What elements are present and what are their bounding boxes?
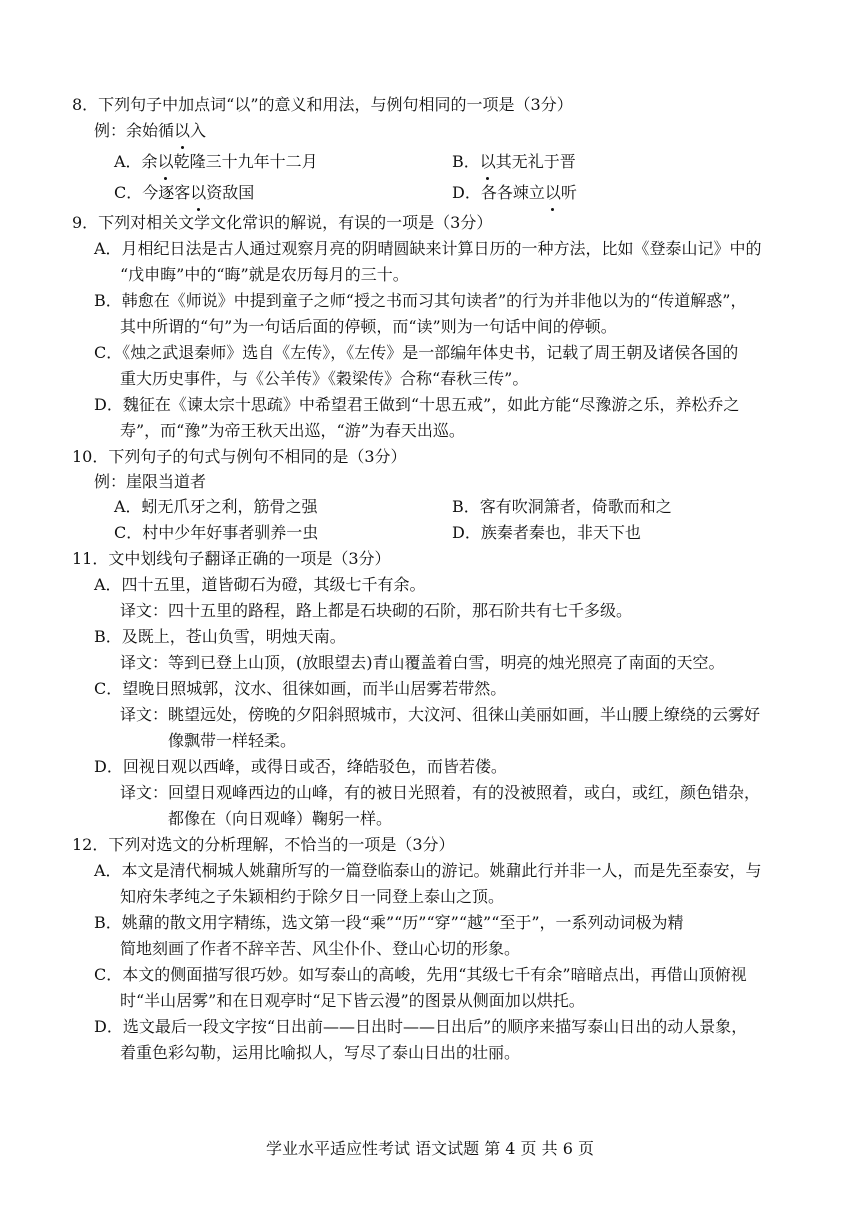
emphasis-dot-char: 以 bbox=[190, 180, 206, 206]
q12-stem: 12．下列对选文的分析理解，不恰当的一项是（3分） bbox=[72, 835, 455, 854]
q8-stem: 8．下列句子中加点词“以”的意义和用法，与例句相同的一项是（3分） bbox=[72, 95, 573, 114]
q10-option-d: D．族秦者秦也，非天下也 bbox=[452, 523, 641, 542]
q11-option-b-translation: 译文：等到已登上山顶，(放眼望去)青山覆盖着白雪，明亮的烛光照亮了南面的天空。 bbox=[120, 653, 725, 672]
q11-option-a-translation: 译文：四十五里的路程，路上都是石块砌的石阶，那石阶共有七千多级。 bbox=[120, 601, 633, 620]
q12-option-a-line1: A．本文是清代桐城人姚鼐所写的一篇登临泰山的游记。姚鼐此行并非一人，而是先至泰安，与 bbox=[94, 861, 762, 880]
q9-option-c-line1: C．《烛之武退秦师》选自《左传》，《左传》是一部编年体史书，记载了周王朝及诸侯各国的 bbox=[94, 343, 739, 362]
q12-option-c-line2: 时“半山居雾”和在日观亭时“足下皆云漫”的图景从侧面加以烘托。 bbox=[120, 991, 585, 1010]
page-footer: 学业水平适应性考试 语文试题 第 4 页 共 6 页 bbox=[266, 1139, 594, 1158]
q9-option-b-line2: 其中所谓的“句”为一句话后面的停顿，而“读”则为一句话中间的停顿。 bbox=[120, 317, 617, 336]
q11-option-a-text: A．四十五里，道皆砌石为磴，其级七千有余。 bbox=[94, 575, 426, 594]
q12-option-c-line1: C．本文的侧面描写很巧妙。如写泰山的高峻，先用“其级七千有余”暗暗点出，再借山顶俯视 bbox=[94, 965, 747, 984]
q12-option-a-line2: 知府朱孝纯之子朱颖相约于除夕日一同登上泰山之顶。 bbox=[120, 887, 505, 906]
q12-option-b-line2: 简地刻画了作者不辞辛苦、风尘仆仆、登山心切的形象。 bbox=[120, 939, 521, 958]
q9-option-a-line2: “戊申晦”中的“晦”就是农历每月的三十。 bbox=[120, 265, 409, 284]
q9-option-d-line1: D．魏征在《谏太宗十思疏》中希望君王做到“十思五戒”，如此方能“尽豫游之乐，养松乔之 bbox=[94, 395, 740, 414]
q10-example: 例：崖限当道者 bbox=[94, 472, 207, 491]
emphasis-dot-char: 以 bbox=[158, 149, 174, 175]
emphasis-dot-char: 以 bbox=[545, 180, 561, 206]
q9-stem: 9．下列对相关文学文化常识的解说，有误的一项是（3分） bbox=[72, 213, 493, 232]
q8-option-a: A．余以乾隆三十九年十二月 bbox=[114, 149, 318, 175]
q11-stem: 11．文中划线句子翻译正确的一项是（3分） bbox=[72, 549, 391, 568]
q9-option-b-line1: B．韩愈在《师说》中提到童子之师“授之书而习其句读者”的行为并非他以为的“传道解惑”， bbox=[94, 291, 747, 310]
q11-option-c-translation-line1: 译文：眺望远处，傍晚的夕阳斜照城市，大汶河、徂徕山美丽如画，半山腰上缭绕的云雾好 bbox=[120, 705, 761, 724]
q12-option-b-line1: B．姚鼐的散文用字精练，选文第一段“乘”“历”“穿”“越”“至于”，一系列动词极为精 bbox=[94, 913, 684, 932]
emphasis-dot-char: 以 bbox=[480, 149, 496, 175]
q9-option-c-line2: 重大历史事件，与《公羊传》《穀梁传》合称“春秋三传”。 bbox=[120, 369, 529, 388]
q10-stem: 10．下列句子的句式与例句不相同的是（3分） bbox=[72, 447, 407, 466]
q10-option-a: A．蚓无爪牙之利，筋骨之强 bbox=[114, 497, 318, 516]
q11-option-d-translation-line2: 都像在（向日观峰）鞠躬一样。 bbox=[168, 809, 393, 828]
q8-example: 例：余始循以入 bbox=[94, 118, 206, 144]
q10-option-c: C．村中少年好事者驯养一虫 bbox=[114, 523, 319, 542]
emphasis-dot-char: 以 bbox=[174, 118, 190, 144]
q8-option-c: C．今逐客以资敌国 bbox=[114, 180, 254, 206]
q10-option-b: B．客有吹洞箫者，倚歌而和之 bbox=[452, 497, 672, 516]
q12-option-d-line2: 着重色彩勾勒，运用比喻拟人，写尽了泰山日出的壮丽。 bbox=[120, 1043, 521, 1062]
q11-option-b-text: B．及既上，苍山负雪，明烛天南。 bbox=[94, 627, 346, 646]
q9-option-d-line2: 寿”，而“豫”为帝王秋天出巡，“游”为春天出巡。 bbox=[120, 421, 465, 440]
q9-option-a-line1: A．月相纪日法是古人通过观察月亮的阴晴圆缺来计算日历的一种方法，比如《登泰山记》中的 bbox=[94, 239, 762, 258]
q12-option-d-line1: D．选文最后一段文字按“日出前——日出时——日出后”的顺序来描写泰山日出的动人景象， bbox=[94, 1017, 748, 1036]
q11-option-d-text: D．回视日观以西峰，或得日或否，绛皓驳色，而皆若偻。 bbox=[94, 757, 507, 776]
q11-option-d-translation-line1: 译文：回望日观峰西边的山峰，有的被日光照着，有的没被照着，或白，或红，颜色错杂， bbox=[120, 783, 761, 802]
q8-option-b: B．以其无礼于晋 bbox=[452, 149, 576, 175]
q11-option-c-translation-line2: 像飘带一样轻柔。 bbox=[168, 731, 297, 750]
q11-option-c-text: C．望晚日照城郭，汶水、徂徕如画，而半山居雾若带然。 bbox=[94, 679, 507, 698]
q8-option-d: D．各各竦立以听 bbox=[452, 180, 577, 206]
